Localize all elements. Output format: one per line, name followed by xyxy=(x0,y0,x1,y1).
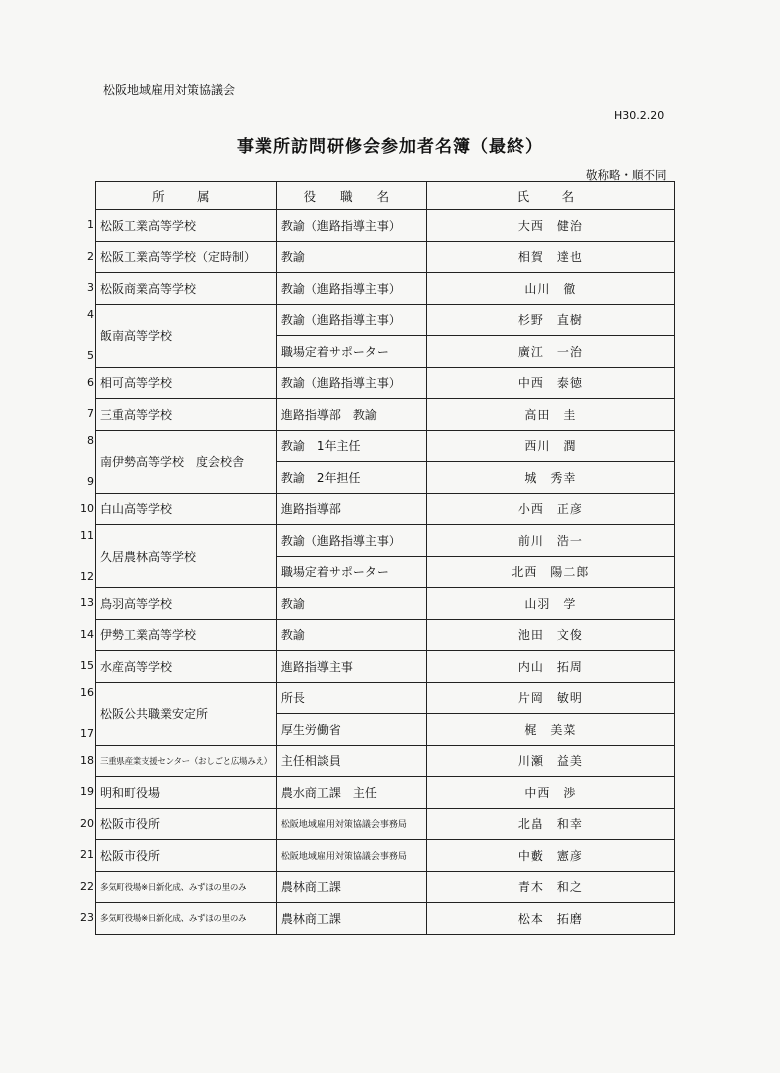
name-cell: 廣江 一治 xyxy=(426,336,674,368)
document-date: H30.2.20 xyxy=(614,109,665,122)
table-row xyxy=(96,493,675,525)
row-number: 4 xyxy=(87,308,94,321)
row-number: 13 xyxy=(80,596,94,610)
role-cell: 教諭（進路指導主事） xyxy=(276,304,426,336)
table-row xyxy=(96,367,675,399)
table-row xyxy=(96,241,675,273)
name-cell: 川瀬 益美 xyxy=(426,745,674,777)
affiliation-cell: 三重県産業支援センター（おしごと広場みえ） xyxy=(96,745,277,777)
table-row xyxy=(96,840,675,872)
honorific-note: 敬称略・順不同 xyxy=(586,168,667,182)
role-cell: 教諭（進路指導主事） xyxy=(276,273,426,305)
role-cell: 農林商工課 xyxy=(276,903,426,935)
role-cell: 教諭 xyxy=(276,588,426,620)
affiliation-cell: 水産高等学校 xyxy=(96,651,277,683)
name-cell: 北西 陽二郎 xyxy=(426,556,674,588)
name-cell: 中西 泰徳 xyxy=(426,367,674,399)
role-cell: 教諭（進路指導主事） xyxy=(276,210,426,242)
affiliation-cell: 飯南高等学校 xyxy=(96,304,277,367)
row-number: 5 xyxy=(87,349,94,362)
name-cell: 小西 正彦 xyxy=(426,493,674,525)
row-number: 2 xyxy=(87,249,94,263)
row-number: 17 xyxy=(80,727,94,740)
row-number: 10 xyxy=(80,501,94,515)
table-row xyxy=(96,273,675,305)
row-number: 11 xyxy=(80,528,94,542)
row-number: 12 xyxy=(80,569,94,583)
affiliation-cell: 松阪市役所 xyxy=(96,840,277,872)
affiliation-cell: 伊勢工業高等学校 xyxy=(96,619,277,651)
row-number: 19 xyxy=(80,785,94,799)
row-number: 16 xyxy=(80,686,94,699)
table-row xyxy=(96,808,675,840)
name-cell: 梶 美菜 xyxy=(426,714,674,746)
role-cell: 主任相談員 xyxy=(276,745,426,777)
role-cell: 教諭（進路指導主事） xyxy=(276,367,426,399)
affiliation-cell: 明和町役場 xyxy=(96,777,277,809)
name-cell: 中西 渉 xyxy=(426,777,674,809)
role-cell: 松阪地域雇用対策協議会事務局 xyxy=(276,840,426,872)
row-number: 21 xyxy=(80,848,94,862)
row-number: 8 xyxy=(87,434,94,447)
affiliation-cell: 相可高等学校 xyxy=(96,367,277,399)
name-cell: 北畠 和幸 xyxy=(426,808,674,840)
table-row xyxy=(96,210,675,242)
role-cell: 教諭 1年主任 xyxy=(276,430,426,462)
row-number: 22 xyxy=(80,879,94,893)
role-cell: 教諭 xyxy=(276,619,426,651)
affiliation-cell: 松阪公共職業安定所 xyxy=(96,682,277,745)
table-row xyxy=(96,903,675,935)
row-number: 20 xyxy=(80,816,94,830)
row-number: 18 xyxy=(80,753,94,767)
affiliation-cell: 松阪工業高等学校（定時制） xyxy=(96,241,277,273)
role-cell: 農水商工課 主任 xyxy=(276,777,426,809)
row-number: 15 xyxy=(80,659,94,673)
name-cell: 山川 徹 xyxy=(426,273,674,305)
role-cell: 教諭 2年担任 xyxy=(276,462,426,494)
affiliation-cell: 多気町役場※日新化成、みずほの里のみ xyxy=(96,903,277,935)
table-row xyxy=(96,525,675,557)
name-cell: 山羽 学 xyxy=(426,588,674,620)
table-row xyxy=(96,682,675,714)
name-cell: 城 秀幸 xyxy=(426,462,674,494)
affiliation-cell: 南伊勢高等学校 度会校舎 xyxy=(96,430,277,493)
column-header-affiliation: 所 属 xyxy=(96,182,277,210)
table-row xyxy=(96,619,675,651)
role-cell: 進路指導部 xyxy=(276,493,426,525)
table-row xyxy=(96,304,675,336)
affiliation-cell: 鳥羽高等学校 xyxy=(96,588,277,620)
table-row xyxy=(96,777,675,809)
name-cell: 内山 拓周 xyxy=(426,651,674,683)
affiliation-cell: 白山高等学校 xyxy=(96,493,277,525)
affiliation-cell: 松阪市役所 xyxy=(96,808,277,840)
row-number: 6 xyxy=(87,375,94,389)
row-number: 7 xyxy=(87,407,94,421)
name-cell: 中藪 憲彦 xyxy=(426,840,674,872)
affiliation-cell: 松阪商業高等学校 xyxy=(96,273,277,305)
name-cell: 松本 拓磨 xyxy=(426,903,674,935)
name-cell: 高田 圭 xyxy=(426,399,674,431)
row-number: 1 xyxy=(87,218,94,232)
row-number: 23 xyxy=(80,911,94,925)
document-title: 事業所訪問研修会参加者名簿（最終） xyxy=(237,137,543,157)
name-cell: 前川 浩一 xyxy=(426,525,674,557)
role-cell: 農林商工課 xyxy=(276,871,426,903)
name-cell: 西川 潤 xyxy=(426,430,674,462)
name-cell: 杉野 直樹 xyxy=(426,304,674,336)
table-row xyxy=(96,871,675,903)
row-number: 3 xyxy=(87,281,94,295)
role-cell: 職場定着サポーター xyxy=(276,556,426,588)
name-cell: 片岡 敏明 xyxy=(426,682,674,714)
role-cell: 所長 xyxy=(276,682,426,714)
role-cell: 教諭 xyxy=(276,241,426,273)
table-header-row xyxy=(96,182,675,210)
role-cell: 松阪地域雇用対策協議会事務局 xyxy=(276,808,426,840)
row-number: 14 xyxy=(80,627,94,641)
participant-table xyxy=(95,181,675,935)
table-row xyxy=(96,588,675,620)
table-row xyxy=(96,399,675,431)
affiliation-cell: 松阪工業高等学校 xyxy=(96,210,277,242)
name-cell: 池田 文俊 xyxy=(426,619,674,651)
role-cell: 進路指導部 教諭 xyxy=(276,399,426,431)
column-header-name: 氏 名 xyxy=(426,182,674,210)
role-cell: 進路指導主事 xyxy=(276,651,426,683)
affiliation-cell: 多気町役場※日新化成、みずほの里のみ xyxy=(96,871,277,903)
table-row xyxy=(96,745,675,777)
name-cell: 相賀 達也 xyxy=(426,241,674,273)
column-header-role: 役 職 名 xyxy=(276,182,426,210)
affiliation-cell: 三重高等学校 xyxy=(96,399,277,431)
role-cell: 厚生労働省 xyxy=(276,714,426,746)
row-number: 9 xyxy=(87,475,94,488)
table-row xyxy=(96,430,675,462)
organization-name: 松阪地域雇用対策協議会 xyxy=(103,83,236,97)
name-cell: 大西 健治 xyxy=(426,210,674,242)
affiliation-cell: 久居農林高等学校 xyxy=(96,525,277,588)
role-cell: 職場定着サポーター xyxy=(276,336,426,368)
role-cell: 教諭（進路指導主事） xyxy=(276,525,426,557)
table-row xyxy=(96,651,675,683)
name-cell: 青木 和之 xyxy=(426,871,674,903)
